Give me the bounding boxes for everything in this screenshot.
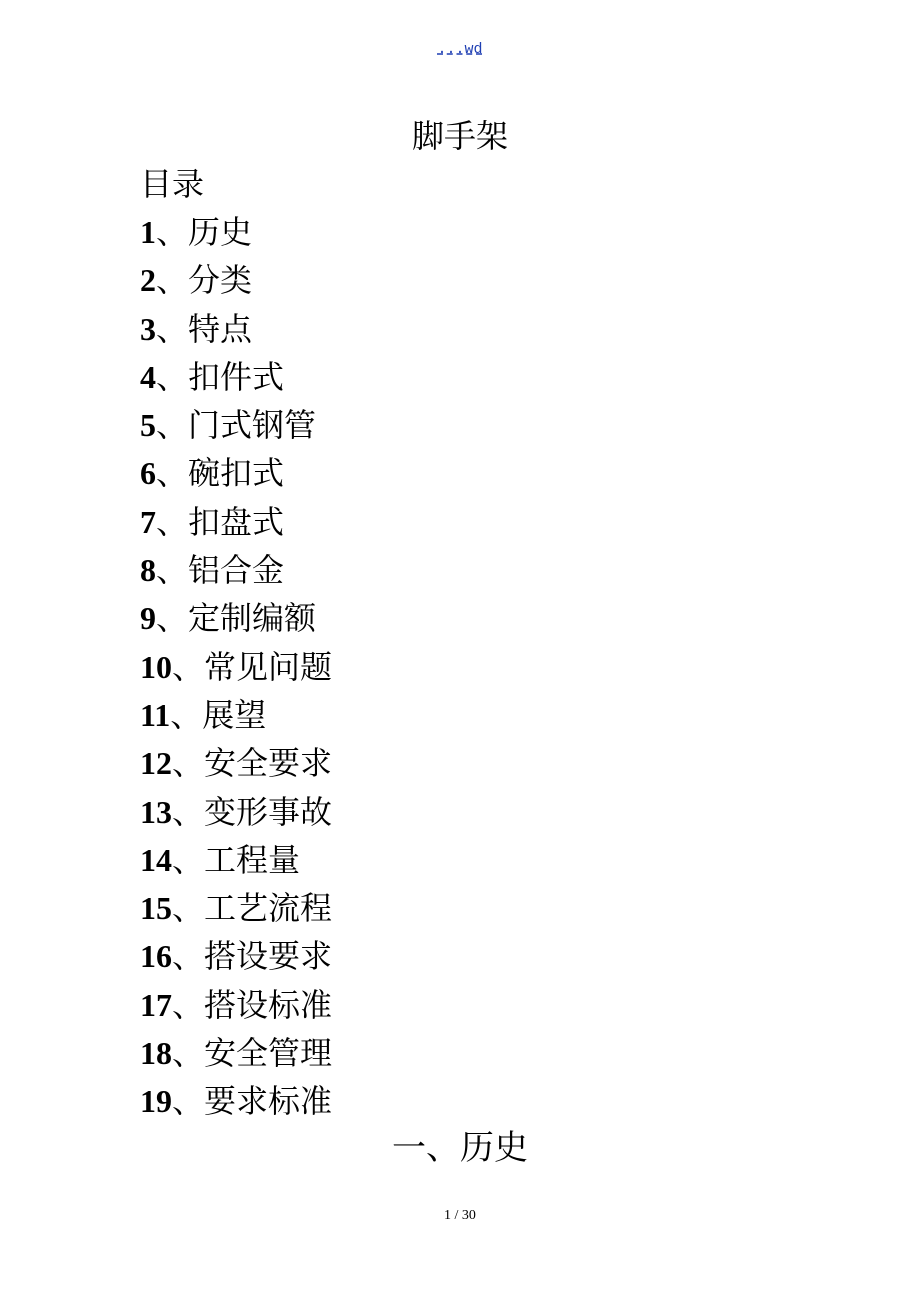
toc-item-label: 、扣盘式	[156, 502, 285, 541]
toc-item-number: 1	[140, 214, 156, 250]
toc-item-label: 、历史	[156, 213, 253, 251]
toc-item-label: 、扣件式	[156, 357, 285, 396]
toc-item-label: 、变形事故	[172, 792, 333, 831]
toc-item-number: 18	[140, 1035, 172, 1072]
toc-item	[140, 643, 840, 691]
toc-item	[140, 498, 840, 546]
toc-item	[140, 1029, 840, 1077]
toc-item-label: 、工艺流程	[172, 889, 333, 928]
toc-item	[140, 256, 840, 304]
toc-item	[140, 305, 840, 353]
toc-heading: 目录	[140, 165, 205, 203]
toc-item	[140, 932, 840, 980]
toc-item-label: 、工程量	[172, 840, 301, 879]
toc-item	[140, 739, 840, 787]
table-of-contents	[140, 160, 840, 1126]
toc-item-number: 19	[140, 1083, 172, 1120]
toc-item-number: 16	[140, 938, 172, 975]
toc-item-label: 、铝合金	[156, 551, 285, 590]
toc-item-label: 、搭设标准	[172, 985, 333, 1024]
toc-item-number: 15	[140, 890, 172, 927]
document-title: 脚手架	[411, 117, 508, 155]
toc-item-label: 、常见问题	[172, 647, 333, 686]
toc-item-label: 、门式钢管	[156, 406, 317, 445]
toc-item	[140, 1077, 840, 1125]
toc-item	[140, 788, 840, 836]
toc-item	[140, 546, 840, 594]
toc-item-number: 4	[140, 358, 156, 395]
toc-item-number: 17	[140, 986, 172, 1023]
toc-item-number: 2	[140, 262, 156, 299]
toc-item-number: 14	[140, 841, 172, 878]
toc-item-number: 6	[140, 455, 156, 492]
toc-item	[140, 594, 840, 642]
toc-item	[140, 353, 840, 401]
toc-list	[140, 208, 840, 1126]
toc-item-label: 、展望	[170, 695, 267, 734]
toc-item-label: 、定制编额	[156, 599, 317, 638]
toc-item-number: 3	[140, 310, 156, 347]
toc-item-label: 、特点	[156, 309, 253, 348]
toc-item	[140, 884, 840, 932]
toc-item-number: 11	[140, 696, 171, 733]
header-link[interactable]: ...wd	[437, 41, 483, 58]
toc-item-label: 、安全管理	[172, 1034, 333, 1073]
toc-item	[140, 836, 840, 884]
section-heading: 一、历史	[392, 1128, 528, 1168]
toc-item-label: 、搭设要求	[172, 937, 333, 976]
toc-item-label: 、安全要求	[172, 744, 333, 783]
toc-item-number: 7	[140, 503, 156, 540]
toc-item-label: 、要求标准	[172, 1082, 333, 1121]
toc-item	[140, 208, 840, 256]
toc-item-number: 12	[140, 745, 172, 782]
toc-item-number: 5	[140, 407, 156, 444]
toc-item-number: 8	[140, 552, 156, 589]
toc-item-number: 13	[140, 793, 172, 830]
toc-item-label: 、分类	[156, 261, 253, 300]
toc-item-number: 9	[140, 600, 156, 637]
toc-item	[140, 449, 840, 497]
toc-item	[140, 691, 840, 739]
toc-item-label: 、碗扣式	[156, 454, 285, 493]
toc-item	[140, 981, 840, 1029]
toc-item	[140, 401, 840, 449]
toc-item-number: 10	[140, 648, 172, 685]
page-number: 1 / 30	[444, 1208, 476, 1223]
